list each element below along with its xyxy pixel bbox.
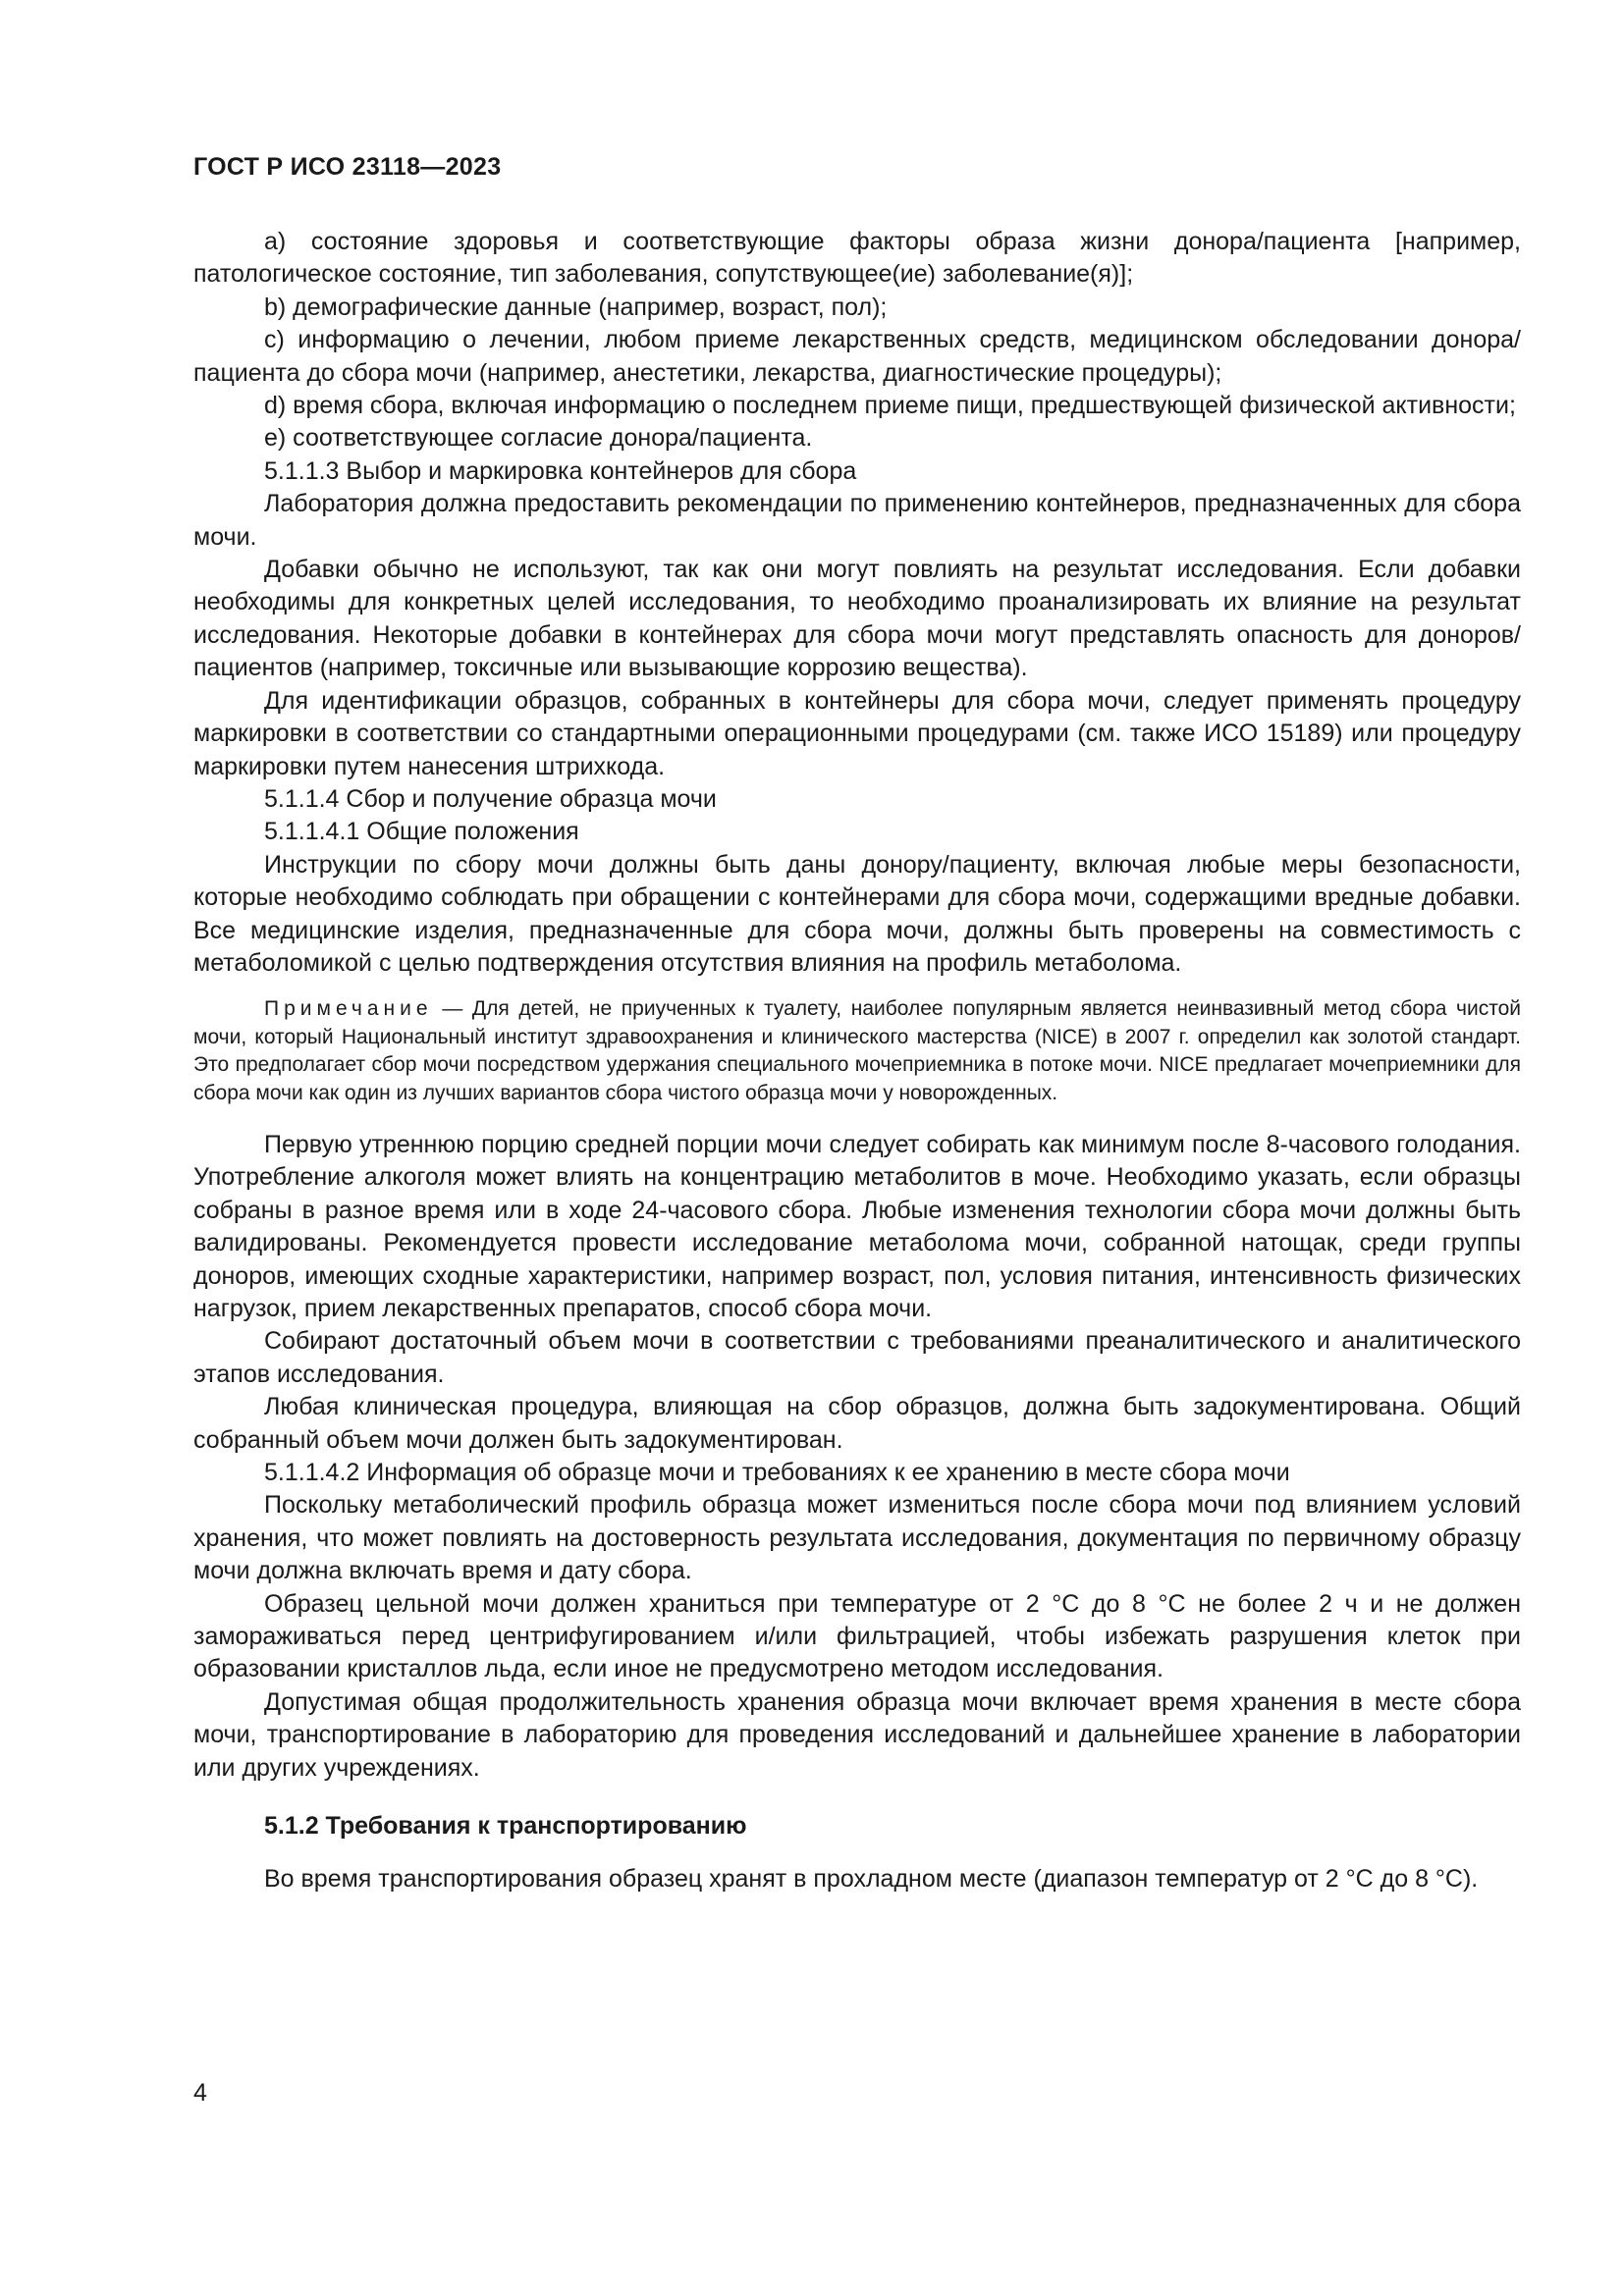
paragraph: Образец цельной мочи должен храниться при температуре от 2 °C до 8 °C не более 2 ч и не должен замораживаться перед центрифугированием и/или фильтрацией, чтобы избежать разрушения клеток при образовании кристаллов льда, если иное не предусмотрено методом исследования.: [193, 1589, 1521, 1683]
paragraph: Поскольку метаболический профиль образца может измениться после сбора мочи под влиянием условий хранения, что может повлиять на достоверность результата исследования, документация по первичному образцу мочи должна включать время и дату сбора.: [193, 1491, 1521, 1585]
paragraph: Любая клиническая процедура, влияющая на сбор образцов, должна быть задокументирована. Общий собранный объем мочи должен быть задокументирован.: [193, 1393, 1521, 1454]
section-heading-5-1-1-4: 5.1.1.4 Сбор и получение образца мочи: [264, 784, 717, 813]
paragraph: Для идентификации образцов, собранных в контейнеры для сбора мочи, следует применять процедуру маркировки в соответствии со стандартными операционными процедурами (см. также ИСО 15189) или процедуру маркировки путем нанесения штрихкода.: [193, 686, 1521, 780]
section-heading-5-1-1-4-2: 5.1.1.4.2 Информация об образце мочи и требованиях к ее хранению в месте сбора мочи: [264, 1459, 1290, 1487]
paragraph: Допустимая общая продолжительность хранения образца мочи включает время хранения в месте сбора мочи, транспортирование в лабораторию для проведения исследований и дальнейшее хранение в лаборатории или других учреждениях.: [193, 1687, 1521, 1782]
list-item-a: a) состояние здоровья и соответствующие факторы образа жизни донора/пациента [например, патологическое состояние, тип заболевания, сопутствующее(ие) заболевание(я)];: [193, 228, 1521, 289]
document-body: [193, 226, 1521, 1896]
paragraph: Инструкции по сбору мочи должны быть даны донору/пациенту, включая любые меры безопасности, которые необходимо соблюдать при обращении с контейнерами для сбора мочи, содержащими вредные добавки. Все медицинские изделия, предназначенные для сбора мочи, должны быть проверены на совместимость с метаболомикой с целью подтверждения отсутствия влияния на профиль метаболома.: [193, 850, 1521, 977]
section-heading-5-1-1-4-1: 5.1.1.4.1 Общие положения: [264, 818, 579, 846]
paragraph: Первую утреннюю порцию средней порции мочи следует собирать как минимум после 8-часового голодания. Употребление алкоголя может влиять на концентрацию метаболитов в моче. Необходимо указать, если образцы собраны в разное время или в ходе 24-часового сбора. Любые изменения технологии сбора мочи должны быть валидированы. Рекомендуется провести исследование метаболома мочи, собранной натощак, среди группы доноров, имеющих сходные характеристики, например возраст, пол, условия питания, интенсивность физических нагрузок, прием лекарственных препаратов, способ сбора мочи.: [193, 1130, 1521, 1322]
note-text: — Для детей, не приученных к туалету, наиболее популярным является неинвазивный метод сбора чистой мочи, который Национальный институт здравоохранения и клинического мастерства (NICE) в 2007 г. определил как золотой стандарт. Это предполагает сбор мочи посредством удержания специального мочеприемника в потоке мочи. NICE предлагает мочеприемники для сбора мочи как один из лучших вариантов сбора чистого образца мочи у новорожденных.: [193, 997, 1521, 1104]
note: [193, 995, 1521, 1107]
list-item-b: b) демографические данные (например, возраст, пол);: [264, 293, 888, 321]
list-item-e: e) соответствующее согласие донора/пациента.: [264, 424, 813, 453]
paragraph: Добавки обычно не используют, так как они могут повлиять на результат исследования. Если добавки необходимы для конкретных целей исследования, то необходимо проанализировать их влияние на результат исследования. Некоторые добавки в контейнерах для сбора мочи могут представлять опасность для доноров/пациентов (например, токсичные или вызывающие коррозию вещества).: [193, 556, 1521, 682]
paragraph: Собирают достаточный объем мочи в соответствии с требованиями преаналитического и аналитического этапов исследования.: [193, 1327, 1521, 1388]
note-label: Примечание: [264, 997, 433, 1021]
list-item-c: c) информацию о лечении, любом приеме лекарственных средств, медицинском обследовании донора/пациента до сбора мочи (например, анестетики, лекарства, диагностические процедуры);: [193, 326, 1521, 387]
section-heading-5-1-1-3: 5.1.1.3 Выбор и маркировка контейнеров для сбора: [264, 456, 857, 485]
document-header: ГОСТ Р ИСО 23118—2023: [193, 153, 502, 181]
page-number: 4: [193, 2079, 207, 2107]
section-heading-5-1-2: 5.1.2 Требования к транспортированию: [264, 1812, 747, 1841]
list-item-d: d) время сбора, включая информацию о последнем приеме пищи, предшествующей физической активности;: [264, 392, 1516, 420]
paragraph: Лаборатория должна предоставить рекомендации по применению контейнеров, предназначенных для сбора мочи.: [193, 490, 1521, 551]
paragraph: Во время транспортирования образец хранят в прохладном месте (диапазон температур от 2 °C до 8 °C).: [264, 1864, 1479, 1893]
